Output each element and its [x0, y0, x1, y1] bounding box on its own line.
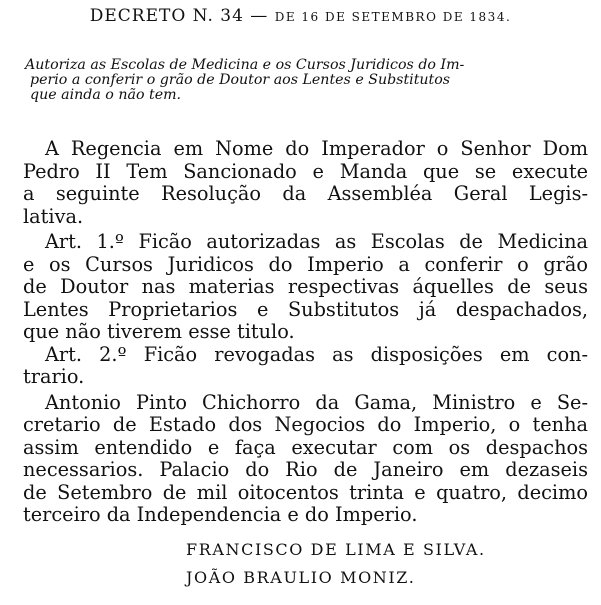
body-line: e os Cursos Juridicos do Imperio a conferir o grão — [23, 252, 588, 276]
body-line: Art. 2.º Ficão revogadas as disposições em con- — [45, 342, 588, 366]
body-line: Lentes Proprietarios e Substitutos já despachados, — [23, 297, 588, 321]
body-line: cretario de Estado dos Negocios do Imperio, o tenha — [23, 413, 588, 436]
article-1-paragraph — [23, 231, 588, 344]
article-2-paragraph — [23, 344, 588, 389]
body-line: necessarios. Palacio do Rio de Janeiro em dezaseis — [23, 458, 588, 481]
body-line: Antonio Pinto Chichorro da Gama, Ministro e Se- — [45, 390, 588, 414]
preamble-paragraph — [23, 138, 588, 228]
body-line: a seguinte Resolução da Assembléa Geral Legis- — [23, 182, 588, 205]
body-line: terceiro da Independencia e do Imperio. — [23, 503, 418, 526]
decree-number: DECRETO N. 34 — — [89, 6, 269, 26]
body-line: Art. 1.º Ficão autorizadas as Escolas de Medicina — [45, 230, 588, 253]
signature-francisco: FRANCISCO DE LIMA E SILVA. — [186, 540, 486, 559]
body-line: de Setembro de mil oitocentos trinta e quatro, decimo — [23, 480, 588, 504]
body-line: que não tiverem esse titulo. — [23, 320, 295, 343]
summary-line: perio a conferir o grão de Doutor aos Lentes e Substitutos — [30, 72, 451, 88]
body-line: trario. — [23, 365, 85, 388]
body-line: assim entendido e faça executar com os despachos — [23, 435, 588, 459]
signature-joao: JOÃO BRAULIO MONIZ. — [186, 568, 416, 587]
decree-summary — [25, 58, 585, 103]
decree-date: DE 16 DE SETEMBRO DE 1834. — [274, 10, 512, 24]
body-line: Pedro II Tem Sancionado e Manda que se execute — [23, 159, 588, 183]
body-line: lativa. — [23, 204, 84, 228]
summary-line: que ainda o não tem. — [30, 87, 182, 103]
closing-paragraph — [23, 392, 588, 527]
decree-body — [23, 138, 588, 527]
body-line: de Doutor nas materias respectivas áquelles de seus — [23, 275, 588, 298]
decree-heading — [0, 6, 601, 26]
body-line: A Regencia em Nome do Imperador o Senhor Dom — [45, 137, 588, 160]
summary-line: Autoriza as Escolas de Medicina e os Cursos Juridicos do Im- — [25, 57, 465, 73]
